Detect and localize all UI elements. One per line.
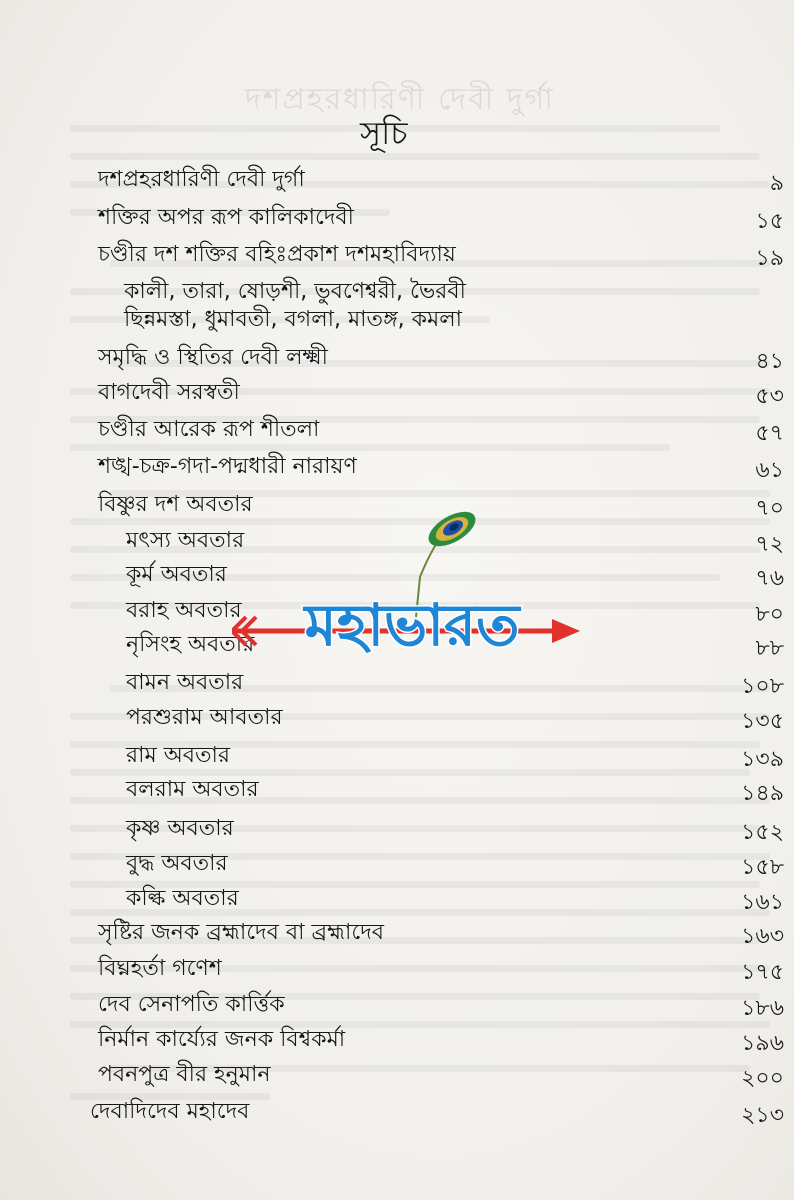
toc-entry-page: ৫৭ [755, 421, 784, 446]
toc-entry-page: ৭৬ [755, 566, 784, 591]
toc-entry-page: ১০৮ [741, 674, 784, 699]
toc-entry-page: ১৭৫ [741, 960, 784, 985]
toc-entry-title: বলরাম অবতার [126, 776, 259, 802]
toc-entry-page: ২১৩ [741, 1103, 784, 1128]
toc-entry-title: মৎস্য অবতার [126, 527, 245, 553]
toc-entry-page: ৭০ [755, 496, 784, 521]
toc-entry-title: বুদ্ধ অবতার [126, 850, 228, 876]
toc-entry-page: ৮০ [755, 602, 784, 627]
toc-entry-title: দশপ্রহরধারিণী দেবী দুর্গা [98, 166, 305, 192]
toc-entry-page: ৬১ [755, 458, 784, 483]
toc-entry-title: শক্তির অপর রূপ কালিকাদেবী [98, 204, 354, 230]
toc-entry-title: কূর্ম অবতার [126, 561, 227, 587]
toc-entry-title: বামন অবতার [126, 669, 244, 695]
toc-entry-title: নির্মান কার্য্যের জনক বিশ্বকর্মা [98, 1026, 346, 1052]
toc-entry-page: ১৬৩ [741, 924, 784, 949]
toc-entry-title: বাগদেবী সরস্বতী [98, 379, 240, 405]
toc-entry-page: ৫৩ [755, 384, 784, 409]
toc-entry-title: দেব সেনাপতি কার্ত্তিক [98, 991, 285, 1017]
toc-entry-title: চণ্ডীর দশ শক্তির বহিঃপ্রকাশ দশমহাবিদ্যায় [98, 241, 456, 267]
toc-entry-title: পরশুরাম আবতার [126, 704, 283, 730]
toc-entry-page: ১৯৬ [741, 1031, 784, 1056]
toc-entry-title: দেবাদিদেব মহাদেব [90, 1098, 250, 1124]
toc-entry-title: কল্কি অবতার [126, 885, 239, 911]
toc-entry-page: ৯ [769, 171, 784, 196]
toc-entry-page: ১৯ [755, 246, 784, 271]
toc-entry-page: ১৫ [755, 209, 784, 234]
toc-entry-page: ১৩৯ [741, 747, 784, 772]
toc-entry-page: ১৫৮ [741, 855, 784, 880]
toc-entry-title: বিষ্ণুর দশ অবতার [98, 491, 253, 517]
toc-entry-page: ১৮৬ [741, 996, 784, 1021]
mahabharat-watermark [232, 505, 592, 675]
toc-entry-title: পবনপুত্র বীর হনুমান [98, 1061, 271, 1087]
toc-entry-title: চণ্ডীর আরেক রূপ শীতলা [98, 416, 320, 442]
toc-entry-title: রাম অবতার [126, 742, 230, 768]
toc-entry-title: কৃষ্ণ অবতার [126, 815, 234, 841]
toc-entry-page: ১৬১ [741, 890, 784, 915]
watermark-text: মহাভারত [304, 591, 520, 659]
toc-entry-title: নৃসিংহ অবতার [126, 631, 255, 657]
toc-entry-title: ছিন্নমস্তা, ধুমাবতী, বগলা, মাতঙ্গ, কমলা [124, 306, 463, 332]
toc-heading: সূচি [360, 114, 408, 152]
toc-entry-page: ১৫২ [741, 820, 784, 845]
toc-entry-page: ৮৮ [755, 636, 784, 661]
toc-entry-page: ৭২ [755, 532, 784, 557]
toc-entry-title: সৃষ্টির জনক ব্রহ্মাদেব বা ব্রহ্মাদেব [98, 919, 385, 945]
bleed-through-title: দশপ্রহরধারিণী দেবী দুর্গা [245, 82, 555, 117]
toc-entry-title: বিঘ্নহর্তা গণেশ [98, 955, 222, 981]
toc-entry-page: ২০০ [741, 1066, 784, 1091]
toc-entry-title: বরাহ অবতার [126, 597, 242, 623]
toc-entry-title: সমৃদ্ধি ও স্থিতির দেবী লক্ষ্মী [98, 344, 328, 370]
toc-entry-page: ৪১ [755, 349, 784, 374]
toc-entry-title: শঙ্খ-চক্র-গদা-পদ্মধারী নারায়ণ [98, 453, 357, 479]
toc-entry-page: ১৩৫ [741, 709, 784, 734]
toc-entry-title: কালী, তারা, ষোড়শী, ভুবণেশ্বরী, ভৈরবী [124, 278, 466, 304]
toc-entry-page: ১৪৯ [741, 781, 784, 806]
